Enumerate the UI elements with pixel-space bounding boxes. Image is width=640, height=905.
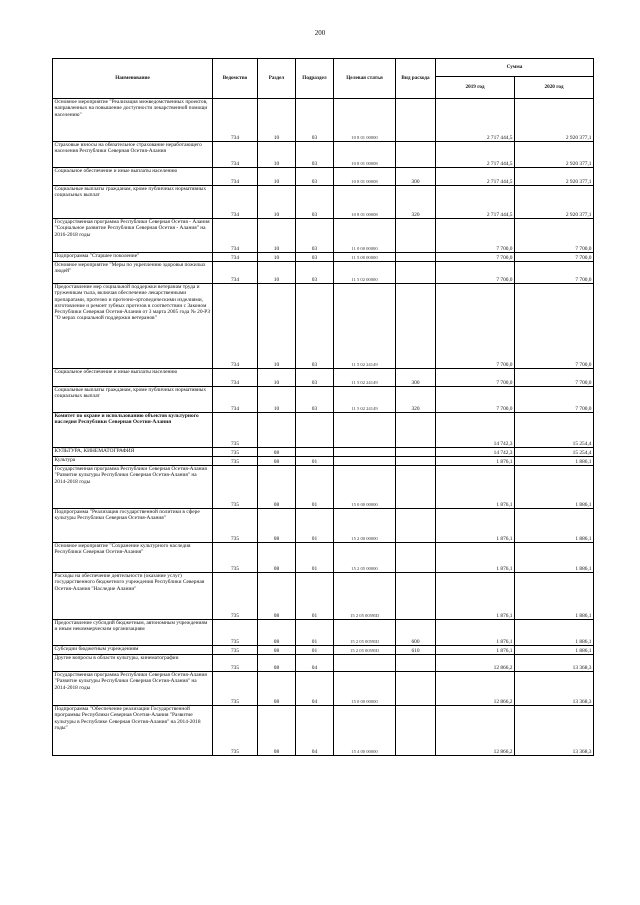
row-sum-2020: 13 368,3	[515, 672, 594, 706]
row-expense-type	[396, 655, 436, 672]
row-name: Другие вопросы в области культуры, кинематографии	[53, 655, 213, 672]
row-section: 08	[258, 448, 296, 457]
header-ministry: Ведомство	[213, 59, 258, 99]
row-ministry: 734	[213, 142, 258, 168]
row-target-article: 11 5 02 00000	[334, 262, 396, 284]
row-subsection: 04	[296, 655, 334, 672]
row-target-article: 11 5 02 24149	[334, 387, 396, 413]
row-subsection: 03	[296, 168, 334, 186]
table-row	[53, 186, 594, 219]
row-sum-2019: 1 876,1	[436, 509, 515, 543]
table-row	[53, 369, 594, 387]
row-subsection: 03	[296, 387, 334, 413]
row-target-article	[334, 457, 396, 466]
row-target-article: 15 2 05 00000	[334, 543, 396, 573]
row-subsection: 04	[296, 706, 334, 756]
row-expense-type	[396, 262, 436, 284]
row-subsection: 01	[296, 509, 334, 543]
row-target-article: 11 5 00 00000	[334, 253, 396, 262]
row-section: 08	[258, 672, 296, 706]
row-name: Государственная программа Республики Северная Осетия-Алания "Развитие культуры Республики Северная Осетия-Алания" на 2014-2018 годы	[53, 466, 213, 509]
row-name: Социальные выплаты гражданам, кроме публичных нормативных социальных выплат	[53, 387, 213, 413]
row-ministry: 734	[213, 284, 258, 369]
row-sum-2020: 7 700,0	[515, 262, 594, 284]
row-subsection: 03	[296, 99, 334, 142]
table-row	[53, 543, 594, 573]
row-sum-2020: 15 254,4	[515, 413, 594, 448]
row-section: 08	[258, 620, 296, 646]
table-row	[53, 168, 594, 186]
row-name: Подпрограмма "Обеспечение реализации Государственной программы Республики Северная Осетия-Алания "Развитие культуры в Республике Северная Осетия-Алания" на 2014-2018 годы"	[53, 706, 213, 756]
table-row	[53, 448, 594, 457]
row-subsection: 03	[296, 253, 334, 262]
budget-table	[52, 58, 594, 756]
header-expense-type: Вид расхода	[396, 59, 436, 99]
row-section: 10	[258, 387, 296, 413]
row-subsection: 01	[296, 573, 334, 620]
page-number: 200	[314, 29, 326, 37]
row-section: 08	[258, 573, 296, 620]
row-subsection: 01	[296, 457, 334, 466]
row-subsection: 03	[296, 262, 334, 284]
row-name: Подпрограмма "Реализация государственной политики в сфере культуры Республики Северная Осетия-Алания"	[53, 509, 213, 543]
row-subsection: 01	[296, 646, 334, 655]
row-target-article	[334, 655, 396, 672]
row-ministry: 734	[213, 387, 258, 413]
row-section: 08	[258, 543, 296, 573]
row-expense-type	[396, 142, 436, 168]
row-section: 10	[258, 369, 296, 387]
row-name: Комитет по охране и использованию объектов культурного наследия Республики Северная Осетия-Алания	[53, 413, 213, 448]
row-section: 10	[258, 253, 296, 262]
row-subsection: 03	[296, 142, 334, 168]
row-expense-type	[396, 457, 436, 466]
row-name: Социальное обеспечение и иные выплаты населению	[53, 369, 213, 387]
row-expense-type	[396, 99, 436, 142]
row-sum-2019: 14 742,3	[436, 413, 515, 448]
row-sum-2019: 7 700,0	[436, 219, 515, 253]
table-row	[53, 457, 594, 466]
row-ministry: 735	[213, 457, 258, 466]
row-sum-2019: 7 700,0	[436, 262, 515, 284]
row-ministry: 735	[213, 466, 258, 509]
row-sum-2019: 12 866,2	[436, 672, 515, 706]
row-subsection: 01	[296, 466, 334, 509]
row-target-article: 10 8 01 00008	[334, 142, 396, 168]
row-target-article	[334, 448, 396, 457]
row-ministry: 734	[213, 99, 258, 142]
row-ministry: 735	[213, 655, 258, 672]
row-section: 10	[258, 284, 296, 369]
row-ministry: 734	[213, 253, 258, 262]
row-subsection: 03	[296, 284, 334, 369]
row-sum-2020: 7 700,0	[515, 219, 594, 253]
row-expense-type	[396, 466, 436, 509]
row-sum-2020: 7 700,0	[515, 284, 594, 369]
row-sum-2020: 7 700,0	[515, 369, 594, 387]
row-target-article: 11 0 00 00000	[334, 219, 396, 253]
row-name: Предоставление субсидий бюджетным, автономным учреждениям и иным некоммерческим организациям	[53, 620, 213, 646]
row-expense-type	[396, 573, 436, 620]
row-section: 10	[258, 262, 296, 284]
row-sum-2019: 12 866,2	[436, 706, 515, 756]
row-subsection	[296, 413, 334, 448]
row-target-article	[334, 413, 396, 448]
row-sum-2020: 1 886,1	[515, 543, 594, 573]
row-name: Основное мероприятие "Меры по укреплению здоровья пожилых людей"	[53, 262, 213, 284]
row-name: Культура	[53, 457, 213, 466]
row-name: Социальное обеспечение и иные выплаты населению	[53, 168, 213, 186]
row-expense-type: 320	[396, 186, 436, 219]
row-expense-type	[396, 448, 436, 457]
row-target-article: 15 2 05 0059Ш	[334, 620, 396, 646]
row-name: КУЛЬТУРА, КИНЕМАТОГРАФИЯ	[53, 448, 213, 457]
row-sum-2019: 7 700,0	[436, 253, 515, 262]
row-sum-2019: 1 876,1	[436, 543, 515, 573]
row-ministry: 735	[213, 672, 258, 706]
table-row	[53, 646, 594, 655]
row-target-article: 15 2 05 0059Ш	[334, 646, 396, 655]
row-name: Субсидии бюджетным учреждениям	[53, 646, 213, 655]
row-sum-2020: 1 886,1	[515, 457, 594, 466]
table-row	[53, 142, 594, 168]
row-expense-type: 600	[396, 620, 436, 646]
row-target-article: 10 8 01 00000	[334, 99, 396, 142]
row-name: Основное мероприятие "Сохранение культурного наследия Республики Северная Осетия-Алания"	[53, 543, 213, 573]
table-row	[53, 253, 594, 262]
row-sum-2020: 1 886,1	[515, 646, 594, 655]
table-row	[53, 620, 594, 646]
row-sum-2020: 15 254,4	[515, 448, 594, 457]
row-expense-type	[396, 509, 436, 543]
row-name: Социальные выплаты гражданам, кроме публичных нормативных социальных выплат	[53, 186, 213, 219]
table-row	[53, 262, 594, 284]
row-sum-2020: 1 886,1	[515, 509, 594, 543]
row-sum-2019: 14 742,3	[436, 448, 515, 457]
row-sum-2020: 7 700,0	[515, 387, 594, 413]
row-ministry: 735	[213, 413, 258, 448]
row-target-article: 10 8 01 00008	[334, 168, 396, 186]
row-target-article: 10 8 01 00008	[334, 186, 396, 219]
row-ministry: 735	[213, 620, 258, 646]
row-expense-type: 300	[396, 168, 436, 186]
row-subsection: 01	[296, 620, 334, 646]
row-name: Государственная программа Республики Северная Осетия - Алания "Социальное развитие Республики Северная Осетия - Алания" на 2016-2018 годы	[53, 219, 213, 253]
header-subsection: Подраздел	[296, 59, 334, 99]
table-row	[53, 284, 594, 369]
row-sum-2020: 1 886,1	[515, 620, 594, 646]
row-name: Предоставление мер социальной поддержки ветеранам труда и труженикам тыла, включая обеспечение лекарственными препаратами, протезно и протезно-ортопедическими изделиями, изготовление и ремонт зубных протезов в соответствии с Законом Республики Северная Осетия-Алания от 3 марта 2005 года № 20-РЗ "О мерах социальной поддержки ветеранов"	[53, 284, 213, 369]
row-sum-2020: 2 920 377,1	[515, 99, 594, 142]
header-section: Раздел	[258, 59, 296, 99]
row-section: 08	[258, 457, 296, 466]
row-name: Расходы на обеспечение деятельности (оказание услуг) государственного бюджетного учреждения Республики Северная Осетия-Алания "Наследие Алании"	[53, 573, 213, 620]
row-target-article: 15 2 05 0059Ш	[334, 573, 396, 620]
row-sum-2019: 7 700,0	[436, 284, 515, 369]
table-row	[53, 387, 594, 413]
row-target-article: 15 2 00 00000	[334, 509, 396, 543]
row-sum-2019: 7 700,0	[436, 387, 515, 413]
row-ministry: 734	[213, 219, 258, 253]
row-ministry: 735	[213, 448, 258, 457]
row-sum-2019: 7 700,0	[436, 369, 515, 387]
row-name: Государственная программа Республики Северная Осетия-Алания "Развитие культуры Республики Северная Осетия-Алания" на 2014-2018 годы	[53, 672, 213, 706]
table-row	[53, 99, 594, 142]
row-expense-type	[396, 219, 436, 253]
row-expense-type	[396, 543, 436, 573]
row-expense-type	[396, 253, 436, 262]
row-sum-2019: 2 717 444,5	[436, 168, 515, 186]
row-subsection	[296, 448, 334, 457]
row-section: 10	[258, 99, 296, 142]
row-sum-2019: 1 876,1	[436, 457, 515, 466]
table-row	[53, 466, 594, 509]
row-section: 08	[258, 646, 296, 655]
row-target-article: 15 0 00 00000	[334, 672, 396, 706]
row-name: Страховые взносы на обязательное страхование неработающего населения Республики Северная Осетия-Алания	[53, 142, 213, 168]
row-sum-2019: 1 876,1	[436, 620, 515, 646]
table-row	[53, 219, 594, 253]
table-row	[53, 672, 594, 706]
row-section: 08	[258, 466, 296, 509]
row-sum-2020: 1 886,1	[515, 466, 594, 509]
row-sum-2020: 13 368,3	[515, 706, 594, 756]
table-row	[53, 706, 594, 756]
row-expense-type: 610	[396, 646, 436, 655]
row-subsection: 01	[296, 543, 334, 573]
row-expense-type: 300	[396, 369, 436, 387]
header-sum: Сумма	[436, 59, 594, 77]
row-expense-type	[396, 672, 436, 706]
row-sum-2020: 7 700,0	[515, 253, 594, 262]
row-sum-2019: 2 717 444,5	[436, 142, 515, 168]
table-row	[53, 413, 594, 448]
row-sum-2020: 1 886,1	[515, 573, 594, 620]
row-section: 10	[258, 186, 296, 219]
row-ministry: 735	[213, 573, 258, 620]
row-expense-type	[396, 706, 436, 756]
table-row	[53, 573, 594, 620]
row-target-article: 15 4 00 00000	[334, 706, 396, 756]
row-ministry: 734	[213, 168, 258, 186]
row-expense-type: 320	[396, 387, 436, 413]
row-ministry: 735	[213, 646, 258, 655]
row-sum-2019: 12 866,2	[436, 655, 515, 672]
row-ministry: 734	[213, 369, 258, 387]
row-sum-2019: 1 876,1	[436, 466, 515, 509]
row-target-article: 11 5 02 24149	[334, 284, 396, 369]
row-section: 10	[258, 219, 296, 253]
row-subsection: 03	[296, 186, 334, 219]
row-sum-2019: 2 717 444,5	[436, 99, 515, 142]
row-section: 08	[258, 509, 296, 543]
row-name: Подпрограмма "Старшее поколение"	[53, 253, 213, 262]
row-ministry: 735	[213, 543, 258, 573]
header-name: Наименование	[53, 59, 213, 99]
row-target-article: 11 5 02 24149	[334, 369, 396, 387]
row-ministry: 735	[213, 509, 258, 543]
row-expense-type	[396, 413, 436, 448]
row-sum-2019: 1 876,1	[436, 573, 515, 620]
row-ministry: 734	[213, 262, 258, 284]
table-body	[53, 99, 594, 756]
row-target-article: 15 0 00 00000	[334, 466, 396, 509]
row-section: 10	[258, 142, 296, 168]
row-ministry: 735	[213, 706, 258, 756]
row-section	[258, 413, 296, 448]
row-sum-2019: 2 717 444,5	[436, 186, 515, 219]
row-sum-2020: 2 920 377,1	[515, 168, 594, 186]
row-name: Основное мероприятие "Реализация межведомственных проектов, направленных на повышение доступности лекарственной помощи населению"	[53, 99, 213, 142]
row-subsection: 03	[296, 219, 334, 253]
row-section: 08	[258, 655, 296, 672]
row-section: 08	[258, 706, 296, 756]
row-subsection: 04	[296, 672, 334, 706]
row-sum-2020: 2 920 377,1	[515, 142, 594, 168]
row-expense-type	[396, 284, 436, 369]
table-row	[53, 509, 594, 543]
row-ministry: 734	[213, 186, 258, 219]
header-target-article: Целевая статья	[334, 59, 396, 99]
row-subsection: 03	[296, 369, 334, 387]
header-year-2020: 2020 год	[515, 77, 594, 99]
table-row	[53, 655, 594, 672]
row-sum-2020: 13 368,3	[515, 655, 594, 672]
row-section: 10	[258, 168, 296, 186]
row-sum-2020: 2 920 377,1	[515, 186, 594, 219]
row-sum-2019: 1 876,1	[436, 646, 515, 655]
header-year-2019: 2019 год	[436, 77, 515, 99]
